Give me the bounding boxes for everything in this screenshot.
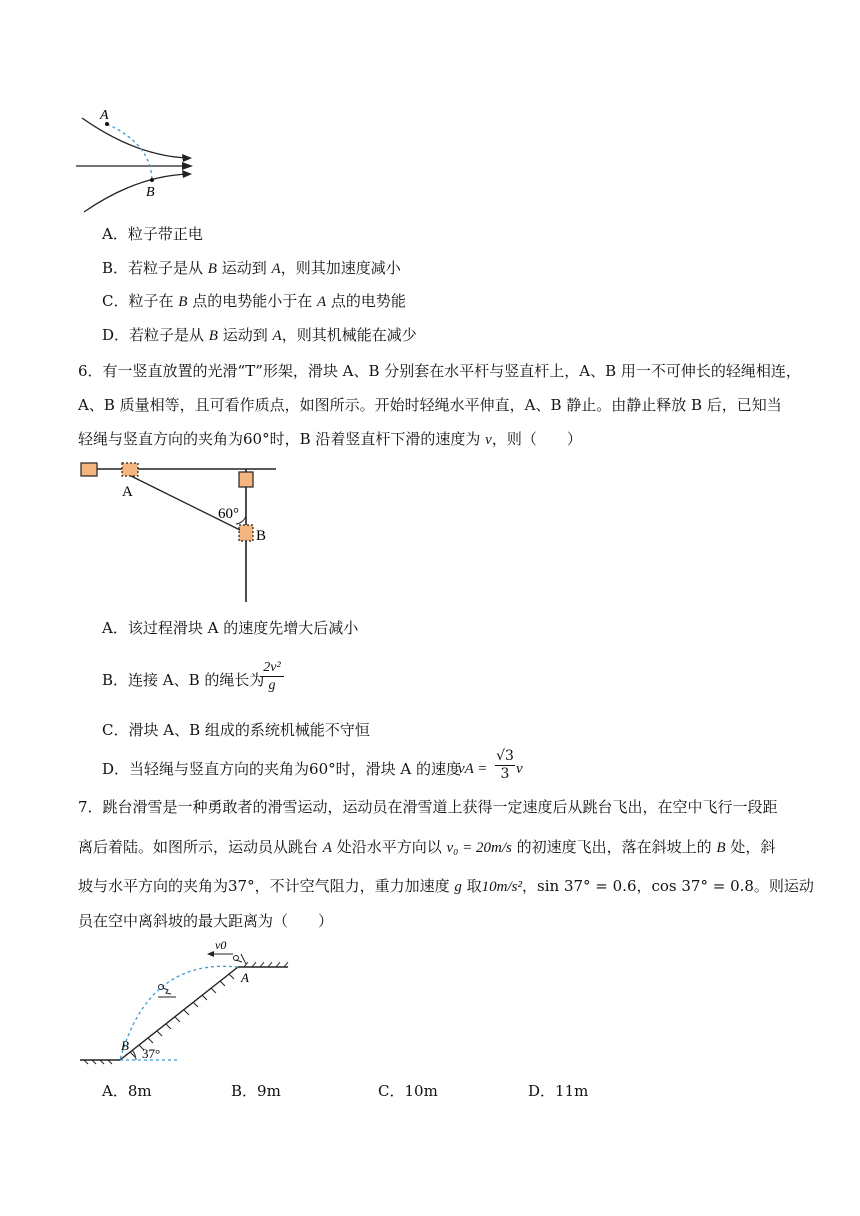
var: g	[454, 879, 462, 895]
label-b: B	[146, 185, 155, 200]
text: 点的电势能小于在	[187, 292, 317, 310]
q7-option-b: B．9m	[231, 1082, 281, 1100]
q5-option-d	[102, 325, 417, 346]
slider-a	[122, 463, 138, 476]
text: D．当轻绳与竖直方向的夹角为	[102, 760, 310, 778]
text: 的初速度飞出，落在斜坡上的	[511, 838, 717, 856]
field-line-figure	[76, 104, 206, 218]
var: A	[272, 328, 282, 344]
text: 坡与水平方向的夹角为	[78, 877, 229, 895]
angle-label: 60°	[218, 506, 239, 522]
q6-stem-line1: 6．有一竖直放置的光滑“T”形架，滑块 A、B 分别套在水平杆与竖直杆上，A、B 用一不可伸长的轻绳相连，	[78, 362, 801, 380]
arrow-head	[182, 154, 192, 162]
skier-flight	[158, 985, 176, 998]
text: 运动到	[217, 326, 273, 344]
angle: 37°	[228, 877, 255, 895]
q6-option-b: B．连接 A、B 的绳长为	[102, 671, 265, 689]
text: D．若粒子是从	[102, 326, 209, 344]
var: B	[178, 294, 188, 310]
text: B．若粒子是从	[102, 259, 208, 277]
label-b: B	[121, 1038, 129, 1053]
q6-option-d-fraction	[495, 748, 515, 783]
q5-option-a: A．粒子带正电	[102, 225, 203, 243]
var: v	[485, 432, 492, 448]
text: 轻绳与竖直方向的夹角为	[78, 430, 244, 448]
text: ，则（ ）	[491, 430, 582, 448]
text: ，则其加速度减小	[280, 259, 401, 277]
text: ，不计空气阻力，重力加速度	[254, 877, 455, 895]
numerator: √3	[496, 748, 514, 764]
slope-hatching	[130, 974, 234, 1057]
q5-option-c	[102, 291, 406, 312]
var: B	[207, 261, 217, 277]
q7-stem-line3	[78, 876, 814, 897]
t-frame-figure	[78, 458, 278, 604]
skier-start	[234, 954, 247, 964]
denominator: 3	[500, 766, 510, 782]
slider-b-initial	[239, 472, 253, 487]
v0-label: v0	[215, 938, 227, 952]
formula: 10m/s²	[481, 879, 523, 895]
label-a: A	[122, 484, 133, 500]
q6-stem-line2: A、B 质量相等，且可看作质点，如图所示。开始时轻绳水平伸直，A、B 静止。由静止释放 B 后，已知当	[78, 396, 782, 414]
platform-hatching	[244, 962, 288, 967]
text: 点的电势能	[326, 292, 406, 310]
angle: 60°	[243, 430, 270, 448]
text: 时，B 沿着竖直杆下滑的速度为	[269, 430, 486, 448]
text: ，则其机械能在减少	[281, 326, 417, 344]
label-b: B	[256, 528, 267, 544]
text: ，sin 37° = 0.6，cos 37° = 0.8。则运动	[522, 877, 814, 895]
field-line-bottom	[84, 174, 188, 212]
arrow-head	[182, 162, 193, 170]
var: A	[271, 261, 281, 277]
q7-option-c: C．10m	[378, 1082, 438, 1100]
numerator: 2v²	[260, 659, 284, 677]
var: B	[716, 840, 726, 856]
q6-option-d	[102, 759, 461, 779]
q7-stem-line4: 员在空中离斜坡的最大距离为（ ）	[78, 912, 334, 930]
var: A	[322, 840, 332, 856]
text: 离后着陆。如图所示，运动员从跳台	[78, 838, 323, 856]
label-a: A	[241, 970, 249, 985]
field-line-top	[82, 118, 188, 158]
q6-option-a: A．该过程滑块 A 的速度先增大后减小	[102, 619, 359, 637]
q6-option-c: C．滑块 A、B 组成的系统机械能不守恒	[102, 721, 370, 739]
formula: v₀ = 20m/s	[446, 840, 512, 856]
point-b	[150, 178, 154, 182]
angle: 60°	[309, 760, 336, 778]
ski-slope-figure	[78, 938, 292, 1066]
q6-option-d-v: v	[516, 761, 523, 777]
text: 时，滑块 A 的速度	[335, 760, 461, 778]
denominator: g	[268, 678, 276, 693]
text: 运动到	[216, 259, 272, 277]
text: 处沿水平方向以	[331, 838, 447, 856]
q5-option-b	[102, 258, 401, 279]
slider-initial	[81, 463, 97, 476]
q6-option-b-fraction	[260, 659, 284, 694]
slider-b	[239, 525, 253, 541]
angle-label: 37°	[142, 1046, 161, 1061]
text: 取	[461, 877, 482, 895]
arrow-head	[182, 170, 192, 178]
var: B	[208, 328, 218, 344]
text: C．粒子在	[102, 292, 179, 310]
q7-stem-line1: 7．跳台滑雪是一种勇敢者的滑雪运动，运动员在滑雪道上获得一定速度后从跳台飞出，在空中飞行一段距	[78, 798, 778, 816]
q7-option-a: A．8m	[102, 1082, 152, 1100]
label-a: A	[100, 108, 109, 123]
particle-trajectory	[107, 124, 152, 180]
q7-option-d: D．11m	[528, 1082, 589, 1100]
q6-stem-line3	[78, 429, 582, 450]
var: A	[316, 294, 327, 310]
q7-stem-line2	[78, 837, 775, 858]
q6-option-d-lhs: vA =	[458, 761, 488, 777]
arrow-head	[207, 951, 214, 957]
text: 处，斜	[725, 838, 776, 856]
